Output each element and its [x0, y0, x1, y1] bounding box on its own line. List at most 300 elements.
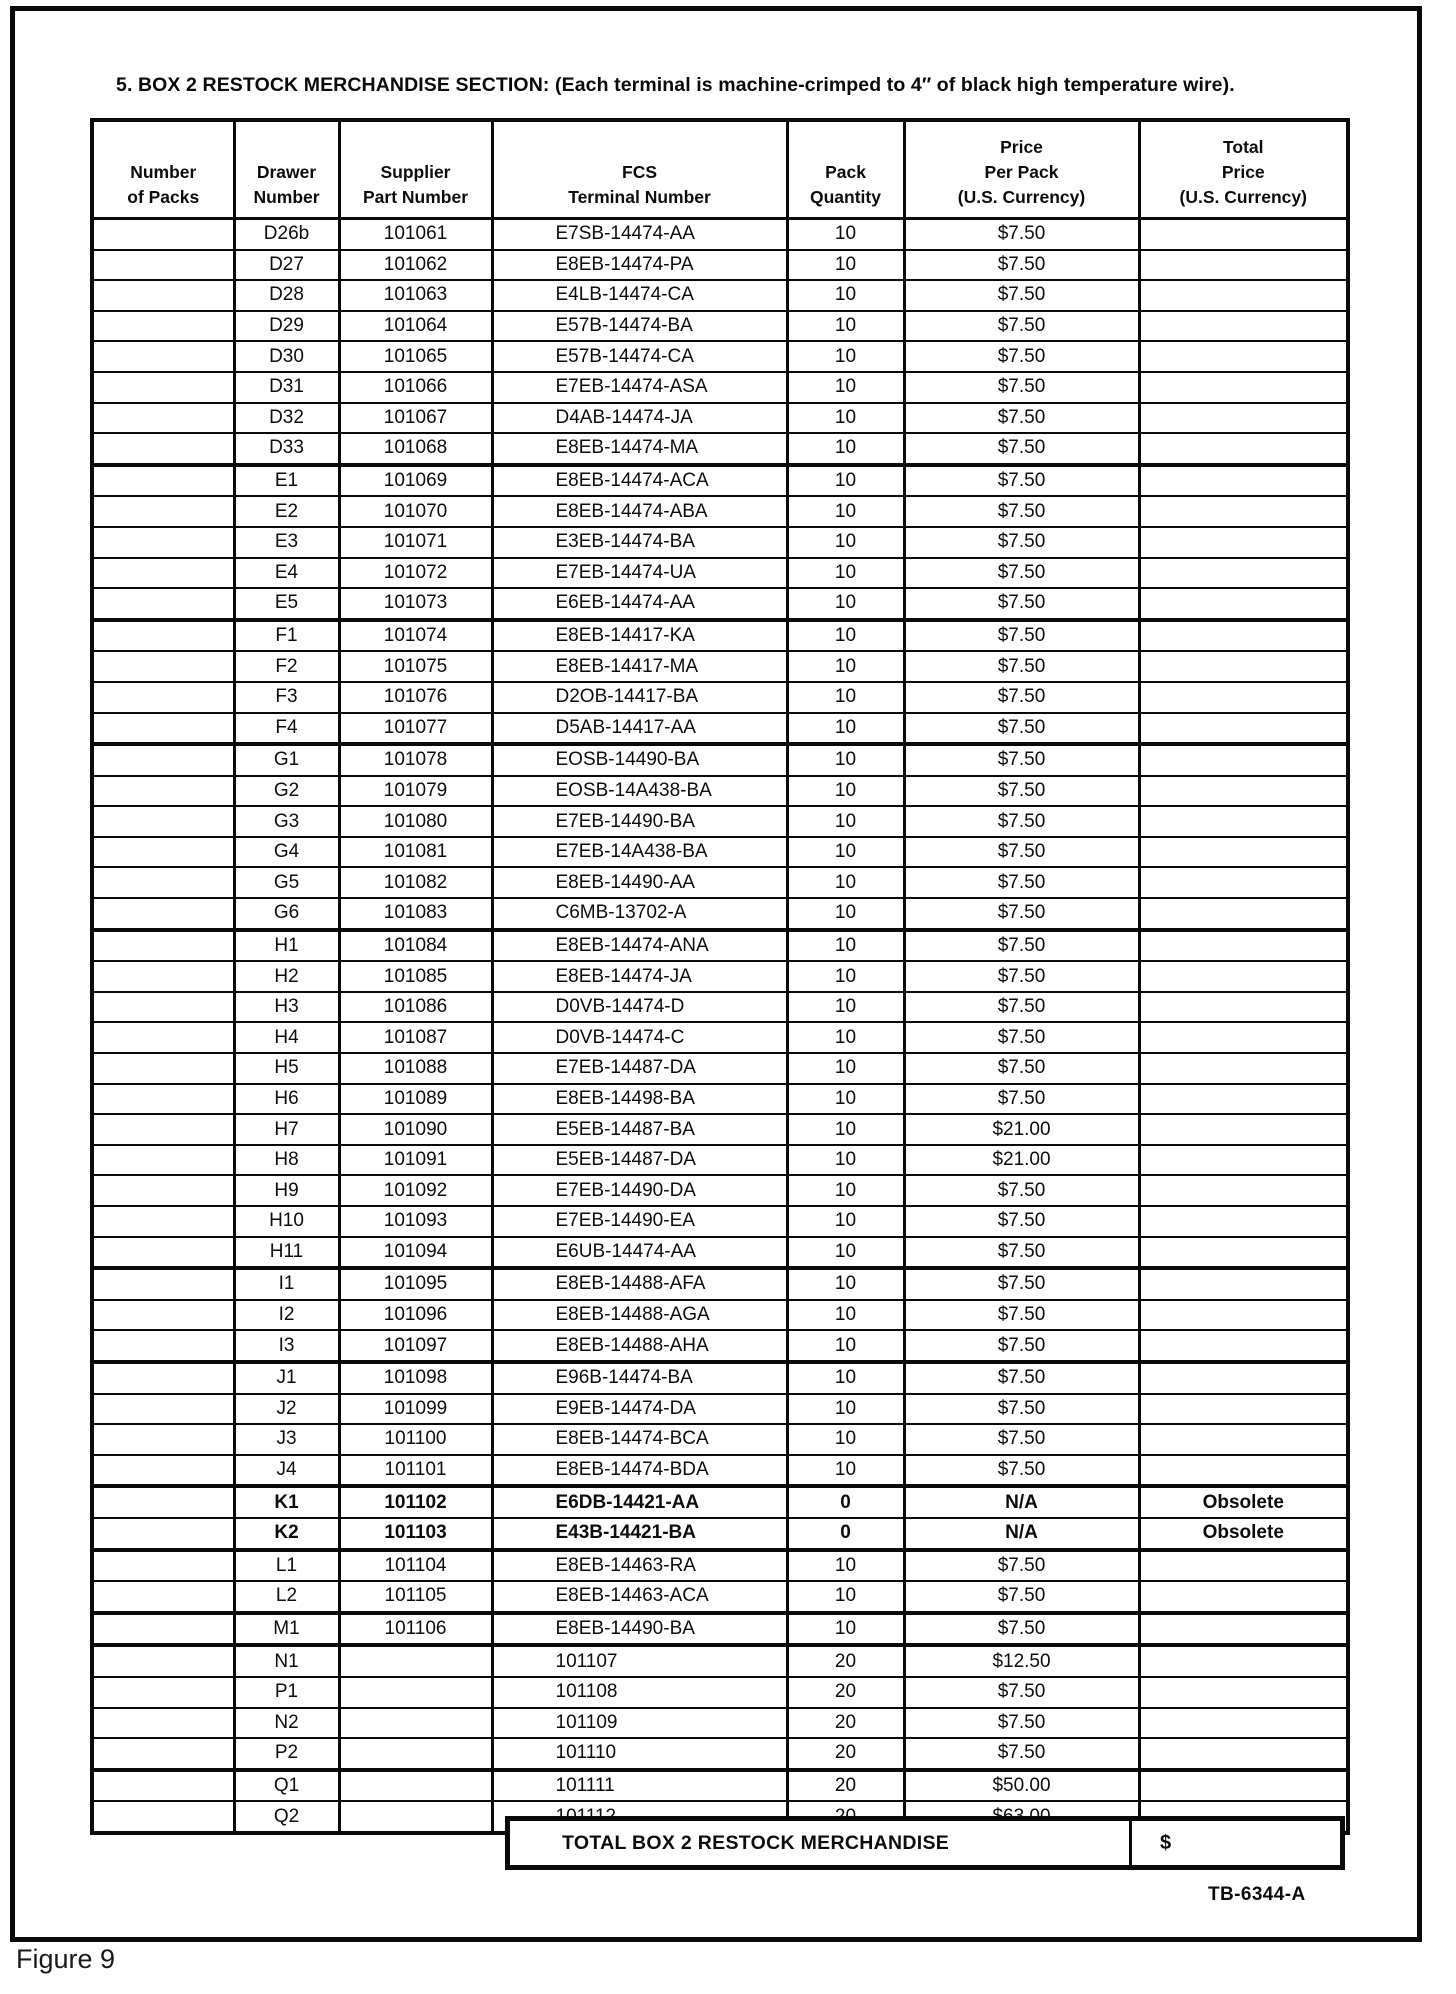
cell-pack-quantity: 10: [787, 961, 904, 992]
cell-total-price: [1139, 1362, 1348, 1394]
cell-price-per-pack: $7.50: [904, 744, 1139, 776]
table-row: [92, 651, 1348, 682]
table-row: [92, 1708, 1348, 1739]
cell-drawer-number: H5: [234, 1053, 339, 1084]
cell-number-of-packs: [92, 898, 234, 930]
cell-supplier-part-number: 101080: [339, 806, 492, 837]
cell-supplier-part-number: 101073: [339, 588, 492, 620]
cell-fcs-terminal-number: 101109: [492, 1708, 787, 1739]
cell-price-per-pack: $7.50: [904, 837, 1139, 868]
cell-price-per-pack: $7.50: [904, 898, 1139, 930]
table-row: [92, 1145, 1348, 1176]
cell-pack-quantity: 10: [787, 280, 904, 311]
cell-pack-quantity: 10: [787, 867, 904, 898]
cell-number-of-packs: [92, 1362, 234, 1394]
cell-supplier-part-number: 101062: [339, 250, 492, 281]
cell-price-per-pack: $7.50: [904, 713, 1139, 745]
cell-total-price: [1139, 776, 1348, 807]
cell-pack-quantity: 10: [787, 1394, 904, 1425]
cell-drawer-number: D26b: [234, 219, 339, 250]
cell-fcs-terminal-number: E8EB-14474-ABA: [492, 496, 787, 527]
cell-drawer-number: H4: [234, 1022, 339, 1053]
cell-fcs-terminal-number: E57B-14474-BA: [492, 311, 787, 342]
cell-pack-quantity: 10: [787, 588, 904, 620]
table-row: [92, 1581, 1348, 1613]
cell-fcs-terminal-number: D0VB-14474-D: [492, 992, 787, 1023]
cell-drawer-number: E2: [234, 496, 339, 527]
table-row: [92, 311, 1348, 342]
cell-price-per-pack: $7.50: [904, 1300, 1139, 1331]
cell-pack-quantity: 10: [787, 1268, 904, 1300]
table-row: [92, 1330, 1348, 1362]
cell-drawer-number: J4: [234, 1455, 339, 1487]
cell-pack-quantity: 10: [787, 341, 904, 372]
cell-pack-quantity: 10: [787, 992, 904, 1023]
cell-price-per-pack: $7.50: [904, 1268, 1139, 1300]
cell-number-of-packs: [92, 1114, 234, 1145]
table-row: [92, 1455, 1348, 1487]
cell-total-price: [1139, 867, 1348, 898]
cell-number-of-packs: [92, 372, 234, 403]
cell-price-per-pack: $7.50: [904, 403, 1139, 434]
cell-pack-quantity: 0: [787, 1486, 904, 1518]
cell-total-price: [1139, 1394, 1348, 1425]
cell-number-of-packs: [92, 1645, 234, 1677]
figure-caption: Figure 9: [16, 1944, 116, 1974]
cell-drawer-number: I1: [234, 1268, 339, 1300]
cell-fcs-terminal-number: E8EB-14463-ACA: [492, 1581, 787, 1613]
table-body: [92, 219, 1348, 1833]
cell-total-price: [1139, 992, 1348, 1023]
cell-fcs-terminal-number: E8EB-14417-KA: [492, 620, 787, 652]
cell-fcs-terminal-number: E8EB-14417-MA: [492, 651, 787, 682]
cell-pack-quantity: 10: [787, 1237, 904, 1269]
column-header-packs: Number of Packs: [92, 120, 234, 219]
table-row: [92, 744, 1348, 776]
cell-total-price: [1139, 1300, 1348, 1331]
cell-pack-quantity: 10: [787, 372, 904, 403]
cell-drawer-number: L2: [234, 1581, 339, 1613]
cell-number-of-packs: [92, 465, 234, 497]
cell-price-per-pack: $7.50: [904, 372, 1139, 403]
cell-pack-quantity: 10: [787, 465, 904, 497]
cell-number-of-packs: [92, 1175, 234, 1206]
cell-pack-quantity: 10: [787, 527, 904, 558]
cell-fcs-terminal-number: E8EB-14463-RA: [492, 1550, 787, 1582]
cell-number-of-packs: [92, 1770, 234, 1802]
cell-pack-quantity: 0: [787, 1518, 904, 1550]
table-row: [92, 341, 1348, 372]
cell-price-per-pack: $7.50: [904, 620, 1139, 652]
cell-fcs-terminal-number: E6UB-14474-AA: [492, 1237, 787, 1269]
cell-pack-quantity: 20: [787, 1770, 904, 1802]
cell-number-of-packs: [92, 1518, 234, 1550]
cell-price-per-pack: $7.50: [904, 250, 1139, 281]
cell-number-of-packs: [92, 1486, 234, 1518]
cell-drawer-number: H1: [234, 930, 339, 962]
table-row: [92, 1206, 1348, 1237]
cell-total-price: [1139, 898, 1348, 930]
cell-drawer-number: H11: [234, 1237, 339, 1269]
cell-supplier-part-number: 101069: [339, 465, 492, 497]
cell-number-of-packs: [92, 527, 234, 558]
cell-supplier-part-number: 101103: [339, 1518, 492, 1550]
cell-supplier-part-number: 101063: [339, 280, 492, 311]
cell-fcs-terminal-number: E7EB-14A438-BA: [492, 837, 787, 868]
table-row: [92, 433, 1348, 465]
cell-total-price: [1139, 250, 1348, 281]
cell-price-per-pack: $7.50: [904, 1237, 1139, 1269]
cell-number-of-packs: [92, 1801, 234, 1833]
cell-total-price: [1139, 311, 1348, 342]
cell-fcs-terminal-number: E57B-14474-CA: [492, 341, 787, 372]
cell-number-of-packs: [92, 311, 234, 342]
cell-drawer-number: K1: [234, 1486, 339, 1518]
cell-supplier-part-number: 101067: [339, 403, 492, 434]
table-row: [92, 280, 1348, 311]
cell-drawer-number: G4: [234, 837, 339, 868]
cell-number-of-packs: [92, 588, 234, 620]
cell-supplier-part-number: 101099: [339, 1394, 492, 1425]
cell-total-price: [1139, 1613, 1348, 1646]
cell-pack-quantity: 10: [787, 219, 904, 250]
table-row: [92, 806, 1348, 837]
cell-supplier-part-number: 101093: [339, 1206, 492, 1237]
cell-supplier-part-number: 101087: [339, 1022, 492, 1053]
table-row: [92, 1613, 1348, 1646]
cell-total-price: [1139, 1175, 1348, 1206]
cell-supplier-part-number: 101097: [339, 1330, 492, 1362]
cell-drawer-number: H6: [234, 1084, 339, 1115]
cell-fcs-terminal-number: E4LB-14474-CA: [492, 280, 787, 311]
cell-drawer-number: D29: [234, 311, 339, 342]
cell-total-price: [1139, 558, 1348, 589]
cell-fcs-terminal-number: C6MB-13702-A: [492, 898, 787, 930]
cell-pack-quantity: 10: [787, 682, 904, 713]
cell-price-per-pack: $7.50: [904, 341, 1139, 372]
cell-number-of-packs: [92, 867, 234, 898]
cell-number-of-packs: [92, 1022, 234, 1053]
cell-total-price: [1139, 1145, 1348, 1176]
cell-drawer-number: Q2: [234, 1801, 339, 1833]
cell-supplier-part-number: 101072: [339, 558, 492, 589]
cell-total-price: Obsolete: [1139, 1518, 1348, 1550]
cell-drawer-number: G3: [234, 806, 339, 837]
cell-price-per-pack: $7.50: [904, 992, 1139, 1023]
cell-pack-quantity: 20: [787, 1677, 904, 1708]
cell-price-per-pack: $50.00: [904, 1770, 1139, 1802]
cell-total-price: [1139, 744, 1348, 776]
cell-supplier-part-number: 101078: [339, 744, 492, 776]
cell-pack-quantity: 10: [787, 1581, 904, 1613]
cell-drawer-number: J2: [234, 1394, 339, 1425]
cell-number-of-packs: [92, 280, 234, 311]
cell-price-per-pack: $7.50: [904, 496, 1139, 527]
cell-pack-quantity: 10: [787, 651, 904, 682]
cell-drawer-number: J3: [234, 1424, 339, 1455]
cell-number-of-packs: [92, 1330, 234, 1362]
cell-fcs-terminal-number: E8EB-14490-BA: [492, 1613, 787, 1646]
cell-price-per-pack: $21.00: [904, 1145, 1139, 1176]
table-row: [92, 1053, 1348, 1084]
cell-number-of-packs: [92, 1455, 234, 1487]
cell-price-per-pack: $7.50: [904, 1708, 1139, 1739]
cell-number-of-packs: [92, 1677, 234, 1708]
table-row: [92, 898, 1348, 930]
cell-drawer-number: J1: [234, 1362, 339, 1394]
cell-drawer-number: N2: [234, 1708, 339, 1739]
cell-drawer-number: D30: [234, 341, 339, 372]
cell-fcs-terminal-number: E7SB-14474-AA: [492, 219, 787, 250]
cell-fcs-terminal-number: EOSB-14A438-BA: [492, 776, 787, 807]
table-row: [92, 776, 1348, 807]
cell-fcs-terminal-number: E9EB-14474-DA: [492, 1394, 787, 1425]
cell-number-of-packs: [92, 1738, 234, 1770]
cell-price-per-pack: $7.50: [904, 1330, 1139, 1362]
cell-fcs-terminal-number: E8EB-14488-AFA: [492, 1268, 787, 1300]
cell-fcs-terminal-number: D2OB-14417-BA: [492, 682, 787, 713]
cell-supplier-part-number: 101082: [339, 867, 492, 898]
cell-fcs-terminal-number: E7EB-14490-DA: [492, 1175, 787, 1206]
cell-price-per-pack: $7.50: [904, 776, 1139, 807]
table-row: [92, 930, 1348, 962]
table-row: [92, 558, 1348, 589]
cell-drawer-number: G6: [234, 898, 339, 930]
total-box-value: $: [1160, 1831, 1172, 1854]
cell-number-of-packs: [92, 1206, 234, 1237]
cell-supplier-part-number: 101104: [339, 1550, 492, 1582]
cell-fcs-terminal-number: E8EB-14488-AHA: [492, 1330, 787, 1362]
cell-fcs-terminal-number: E8EB-14474-MA: [492, 433, 787, 465]
cell-supplier-part-number: [339, 1738, 492, 1770]
cell-number-of-packs: [92, 1424, 234, 1455]
cell-price-per-pack: $7.50: [904, 1677, 1139, 1708]
cell-supplier-part-number: 101081: [339, 837, 492, 868]
cell-pack-quantity: 10: [787, 1022, 904, 1053]
cell-number-of-packs: [92, 651, 234, 682]
cell-drawer-number: D28: [234, 280, 339, 311]
cell-fcs-terminal-number: E8EB-14474-ANA: [492, 930, 787, 962]
cell-number-of-packs: [92, 992, 234, 1023]
cell-supplier-part-number: 101070: [339, 496, 492, 527]
cell-price-per-pack: $7.50: [904, 806, 1139, 837]
cell-supplier-part-number: 101102: [339, 1486, 492, 1518]
cell-supplier-part-number: 101068: [339, 433, 492, 465]
table-row: [92, 837, 1348, 868]
cell-total-price: [1139, 1237, 1348, 1269]
cell-number-of-packs: [92, 961, 234, 992]
cell-total-price: [1139, 1084, 1348, 1115]
table-row: [92, 620, 1348, 652]
cell-fcs-terminal-number: E7EB-14474-ASA: [492, 372, 787, 403]
cell-total-price: [1139, 713, 1348, 745]
cell-supplier-part-number: 101076: [339, 682, 492, 713]
cell-pack-quantity: 20: [787, 1645, 904, 1677]
cell-price-per-pack: $7.50: [904, 651, 1139, 682]
table-row: [92, 1300, 1348, 1331]
cell-total-price: [1139, 682, 1348, 713]
cell-pack-quantity: 10: [787, 1300, 904, 1331]
table-row: [92, 496, 1348, 527]
cell-price-per-pack: $7.50: [904, 1550, 1139, 1582]
cell-number-of-packs: [92, 776, 234, 807]
cell-supplier-part-number: 101100: [339, 1424, 492, 1455]
cell-total-price: [1139, 496, 1348, 527]
cell-pack-quantity: 20: [787, 1708, 904, 1739]
cell-number-of-packs: [92, 341, 234, 372]
cell-pack-quantity: 10: [787, 1206, 904, 1237]
cell-drawer-number: I2: [234, 1300, 339, 1331]
cell-pack-quantity: 10: [787, 1084, 904, 1115]
cell-fcs-terminal-number: E8EB-14474-JA: [492, 961, 787, 992]
cell-total-price: [1139, 1581, 1348, 1613]
cell-drawer-number: H10: [234, 1206, 339, 1237]
cell-drawer-number: K2: [234, 1518, 339, 1550]
cell-total-price: [1139, 219, 1348, 250]
cell-drawer-number: H7: [234, 1114, 339, 1145]
cell-price-per-pack: $7.50: [904, 1394, 1139, 1425]
cell-total-price: [1139, 403, 1348, 434]
cell-price-per-pack: $7.50: [904, 1175, 1139, 1206]
cell-drawer-number: D32: [234, 403, 339, 434]
cell-supplier-part-number: 101086: [339, 992, 492, 1023]
column-header-supplier: Supplier Part Number: [339, 120, 492, 219]
cell-drawer-number: F4: [234, 713, 339, 745]
cell-pack-quantity: 10: [787, 558, 904, 589]
cell-fcs-terminal-number: D4AB-14474-JA: [492, 403, 787, 434]
cell-fcs-terminal-number: E8EB-14488-AGA: [492, 1300, 787, 1331]
cell-drawer-number: E5: [234, 588, 339, 620]
cell-price-per-pack: $7.50: [904, 1424, 1139, 1455]
cell-pack-quantity: 10: [787, 713, 904, 745]
cell-pack-quantity: 10: [787, 1114, 904, 1145]
table-row: [92, 527, 1348, 558]
cell-total-price: [1139, 341, 1348, 372]
cell-fcs-terminal-number: E8EB-14498-BA: [492, 1084, 787, 1115]
cell-price-per-pack: $7.50: [904, 558, 1139, 589]
cell-pack-quantity: 10: [787, 1424, 904, 1455]
cell-fcs-terminal-number: E8EB-14474-ACA: [492, 465, 787, 497]
cell-total-price: [1139, 433, 1348, 465]
cell-number-of-packs: [92, 496, 234, 527]
cell-pack-quantity: 10: [787, 744, 904, 776]
cell-price-per-pack: $7.50: [904, 588, 1139, 620]
restock-merchandise-table: [90, 118, 1350, 1835]
cell-price-per-pack: N/A: [904, 1486, 1139, 1518]
cell-total-price: [1139, 1455, 1348, 1487]
cell-supplier-part-number: 101064: [339, 311, 492, 342]
cell-price-per-pack: $7.50: [904, 1206, 1139, 1237]
cell-pack-quantity: 10: [787, 837, 904, 868]
cell-price-per-pack: $7.50: [904, 930, 1139, 962]
cell-price-per-pack: $7.50: [904, 433, 1139, 465]
cell-number-of-packs: [92, 1145, 234, 1176]
cell-total-price: [1139, 1330, 1348, 1362]
cell-price-per-pack: $7.50: [904, 867, 1139, 898]
column-header-fcs: FCS Terminal Number: [492, 120, 787, 219]
cell-drawer-number: E3: [234, 527, 339, 558]
cell-pack-quantity: 10: [787, 1053, 904, 1084]
cell-number-of-packs: [92, 1394, 234, 1425]
cell-pack-quantity: 10: [787, 1175, 904, 1206]
table-row: [92, 961, 1348, 992]
table-row: [92, 588, 1348, 620]
table-header: [92, 120, 1348, 219]
table-row: [92, 1645, 1348, 1677]
cell-number-of-packs: [92, 403, 234, 434]
table-row: [92, 465, 1348, 497]
table-row: [92, 1362, 1348, 1394]
cell-price-per-pack: $7.50: [904, 1022, 1139, 1053]
cell-number-of-packs: [92, 1613, 234, 1646]
cell-drawer-number: D27: [234, 250, 339, 281]
cell-fcs-terminal-number: D0VB-14474-C: [492, 1022, 787, 1053]
cell-drawer-number: G1: [234, 744, 339, 776]
table-row: [92, 1175, 1348, 1206]
cell-pack-quantity: 10: [787, 1455, 904, 1487]
cell-supplier-part-number: 101075: [339, 651, 492, 682]
cell-total-price: [1139, 280, 1348, 311]
cell-number-of-packs: [92, 1300, 234, 1331]
cell-fcs-terminal-number: 101111: [492, 1770, 787, 1802]
cell-total-price: [1139, 465, 1348, 497]
cell-drawer-number: E1: [234, 465, 339, 497]
cell-fcs-terminal-number: E8EB-14490-AA: [492, 867, 787, 898]
cell-price-per-pack: $7.50: [904, 1613, 1139, 1646]
cell-pack-quantity: 10: [787, 1145, 904, 1176]
cell-supplier-part-number: 101096: [339, 1300, 492, 1331]
cell-supplier-part-number: 101092: [339, 1175, 492, 1206]
cell-pack-quantity: 10: [787, 620, 904, 652]
cell-drawer-number: Q1: [234, 1770, 339, 1802]
cell-total-price: [1139, 1424, 1348, 1455]
cell-number-of-packs: [92, 744, 234, 776]
cell-number-of-packs: [92, 930, 234, 962]
table-row: [92, 1770, 1348, 1802]
cell-supplier-part-number: [339, 1770, 492, 1802]
cell-price-per-pack: $7.50: [904, 682, 1139, 713]
cell-price-per-pack: N/A: [904, 1518, 1139, 1550]
cell-total-price: [1139, 651, 1348, 682]
cell-total-price: [1139, 1268, 1348, 1300]
table-row: [92, 713, 1348, 745]
column-header-qty: Pack Quantity: [787, 120, 904, 219]
cell-total-price: [1139, 1738, 1348, 1770]
cell-total-price: [1139, 930, 1348, 962]
cell-supplier-part-number: 101106: [339, 1613, 492, 1646]
cell-fcs-terminal-number: 101107: [492, 1645, 787, 1677]
cell-supplier-part-number: 101095: [339, 1268, 492, 1300]
cell-supplier-part-number: 101090: [339, 1114, 492, 1145]
cell-pack-quantity: 10: [787, 250, 904, 281]
cell-number-of-packs: [92, 713, 234, 745]
cell-total-price: Obsolete: [1139, 1486, 1348, 1518]
cell-supplier-part-number: [339, 1708, 492, 1739]
cell-number-of-packs: [92, 250, 234, 281]
cell-price-per-pack: $7.50: [904, 465, 1139, 497]
cell-fcs-terminal-number: E5EB-14487-DA: [492, 1145, 787, 1176]
cell-fcs-terminal-number: E8EB-14474-PA: [492, 250, 787, 281]
cell-drawer-number: E4: [234, 558, 339, 589]
cell-drawer-number: G5: [234, 867, 339, 898]
cell-fcs-terminal-number: E3EB-14474-BA: [492, 527, 787, 558]
cell-price-per-pack: $7.50: [904, 280, 1139, 311]
table-row: [92, 682, 1348, 713]
cell-drawer-number: P2: [234, 1738, 339, 1770]
cell-drawer-number: F3: [234, 682, 339, 713]
cell-fcs-terminal-number: EOSB-14490-BA: [492, 744, 787, 776]
cell-price-per-pack: $7.50: [904, 527, 1139, 558]
